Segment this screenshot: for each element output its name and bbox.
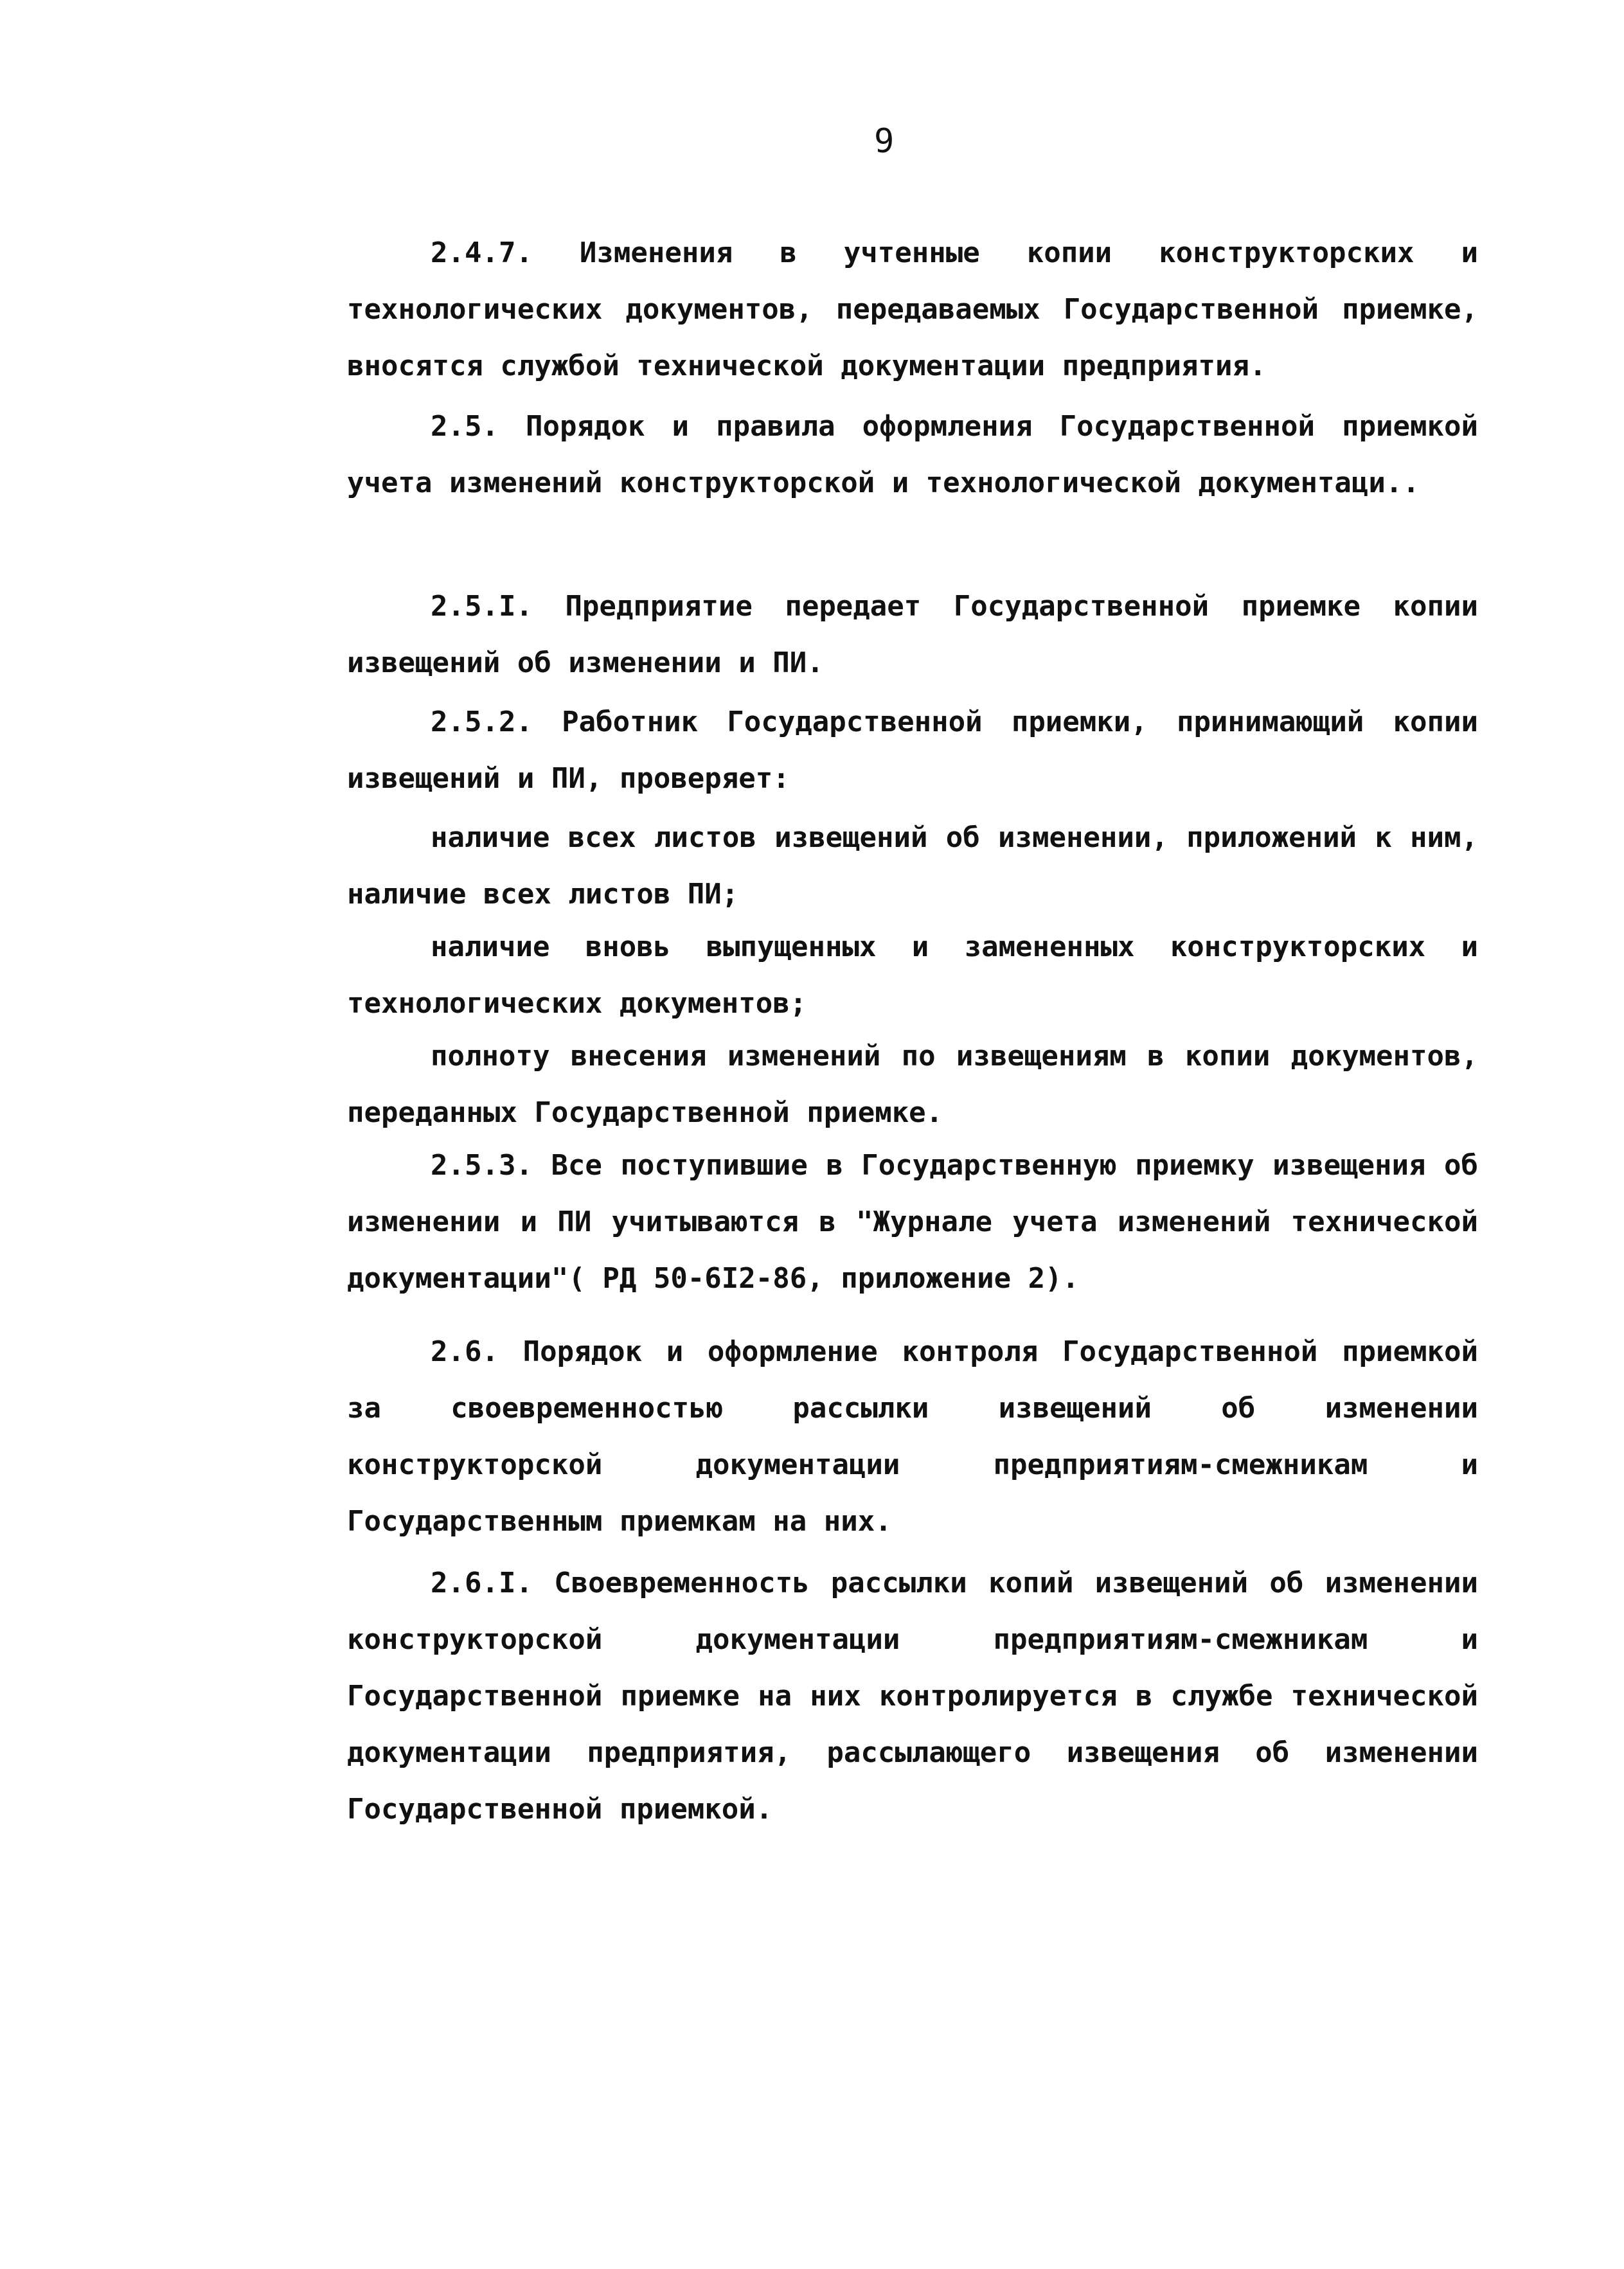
paragraph-2-6-1: 2.6.I. Своевременность рассылки копий извещений об изменении конструкторской документации предприятиям-смежникам и Государственной приемке на них контролируется в службе технической документации предприятия, рассылающего извещения об изменении Государственной приемкой. [347,1567,1478,1826]
paragraph-2-5-3: 2.5.3. Все поступившие в Государственную приемку извещения об изменении и ПИ учитываются в "Журнале учета изменений технической документации"( РД 50-6I2-86, приложение 2). [347,1149,1478,1295]
page-number: 9 [874,122,895,161]
paragraph-2-6: 2.6. Порядок и оформление контроля Государственной приемкой за своевременностью рассылки извещений об изменении конструкторской документации предприятиям-смежникам и Государственным приемкам на них. [347,1335,1478,1538]
list-item-1: наличие всех листов извещений об изменении, приложений к ним, наличие всех листов ПИ; [347,821,1478,911]
paragraph-2-5-2: 2.5.2. Работник Государственной приемки, принимающий копии извещений и ПИ, проверяет: [347,706,1478,795]
list-item-3: полноту внесения изменений по извещениям в копии документов, переданных Государственной приемке. [347,1040,1478,1129]
paragraph-2-4-7: 2.4.7. Изменения в учтенные копии конструкторских и технологических документов, передаваемых Государственной приемке, вносятся службой технической документации предприятия. [347,236,1478,382]
paragraph-2-5: 2.5. Порядок и правила оформления Государственной приемкой учета изменений конструкторской и технологической документаци.. [347,410,1478,499]
list-item-2: наличие вновь выпущенных и замененных конструкторских и технологических документов; [347,930,1478,1020]
paragraph-2-5-1: 2.5.I. Предприятие передает Государственной приемке копии извещений об изменении и ПИ. [347,590,1478,679]
